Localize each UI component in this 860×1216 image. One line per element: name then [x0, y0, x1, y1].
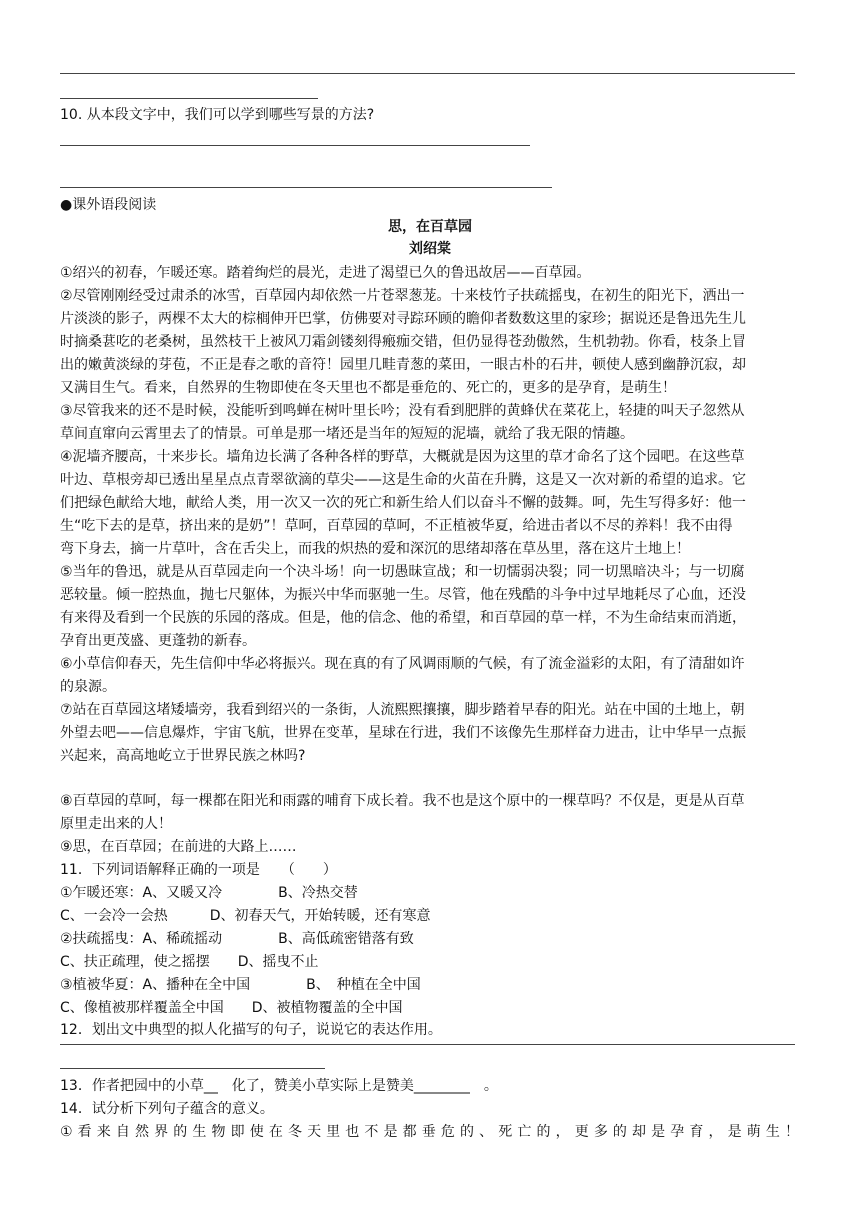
paragraph-7 [60, 699, 800, 768]
text-line: ①看来自然界的生物即使在冬天里也不是都垂危的、死亡的，更多的却是孕育，是萌生！ [60, 1124, 800, 1140]
section-heading: ●课外语段阅读 [60, 197, 157, 213]
answer-line [60, 1068, 325, 1069]
text-line: 们把绿色献给大地，献给人类，用一次又一次的死亡和新生给人们以奋斗不懈的鼓舞。呵，先生写得多好：他一 [60, 495, 746, 511]
paragraph-1 [60, 262, 800, 285]
article-author: 刘绍棠 [409, 241, 451, 257]
text-line: 弯下身去，摘一片草叶，含在舌尖上，而我的炽热的爱和深沉的思绪却落在草丛里，落在这片土地上！ [60, 541, 690, 557]
paragraph-4 [60, 446, 800, 561]
text-line: ⑦站在百草园这堵矮墙旁，我看到绍兴的一条街，人流熙熙攘攘，脚步踏着早春的阳光。站在中国的土地上，朝 [60, 702, 745, 718]
text-line: 生“吃下去的是草，挤出来的是奶”！草呵，百草园的草呵，不正植被华夏，给进击者以不尽的养料！我不由得 [60, 518, 733, 534]
answer-line [60, 187, 552, 188]
text-line: ③尽管我来的还不是时候，没能听到鸣蝉在树叶里长吟；没有看到肥胖的黄蜂伏在菜花上，轻捷的叫天子忽然从 [60, 403, 745, 419]
option-line: ①乍暖还寒：A、又暖又冷 B、冷热交替 [60, 885, 358, 901]
paragraph-9 [60, 836, 800, 859]
option-line: C、扶正疏理，使之摇摆 D、摇曳不止 [60, 954, 319, 970]
option-line: ②扶疏摇曳：A、稀疏摇动 B、高低疏密错落有致 [60, 931, 414, 947]
option-line: ③植被华夏：A、播种在全中国 B、 种植在全中国 [60, 977, 421, 993]
text-line: 孕育出更茂盛、更蓬勃的新春。 [60, 633, 256, 649]
text-line: 片淡淡的影子，两棵不太大的棕榈伸开巴掌，仿佛要对寻踪环顾的瞻仰者数数这里的家珍；据说还是鲁迅先生儿 [60, 311, 746, 327]
question-13: 13．作者把园中的小草__ 化了，赞美小草实际上是赞美________ 。 [60, 1078, 498, 1094]
text-line: 外望去吧——信息爆炸，宇宙飞航，世界在变革，星球在行进，我们不该像先生那样奋力进击，让中华早一点振 [60, 725, 746, 741]
question-14-stem: 14．试分析下列句子蕴含的意义。 [60, 1101, 274, 1117]
text-line: ⑤当年的鲁迅，就是从百草园走向一个决斗场！向一切愚昧宣战；和一切懦弱决裂；同一切黑暗决斗；与一切腐 [60, 564, 745, 580]
answer-line [60, 98, 318, 99]
text-line: 兴起来，高高地屹立于世界民族之林吗? [60, 748, 306, 764]
text-line: 又满目生气。看来，自然界的生物即使在冬天里也不都是垂危的、死亡的，更多的是孕育，是萌生！ [60, 380, 676, 396]
text-line: 恶较量。倾一腔热血，抛七尺躯体，为振兴中华而驱驰一生。尽管，他在残酷的斗争中过早地耗尽了心血，还没 [60, 587, 746, 603]
text-line: ④泥墙齐腰高，十来步长。墙角边长满了各种各样的野草，大概就是因为这里的草才命名了这个园吧。在这些草 [60, 449, 745, 465]
text-line: ⑥小草信仰春天，先生信仰中华必将振兴。现在真的有了风调雨顺的气候，有了流金溢彩的太阳，有了清甜如许 [60, 656, 745, 672]
paragraph-2 [60, 285, 800, 400]
answer-line [60, 73, 795, 74]
text-line: ②尽管刚刚经受过肃杀的冰雪，百草园内却依然一片苍翠葱茏。十来枝竹子扶疏摇曳，在初生的阳光下，洒出一 [60, 288, 745, 304]
question-11 [60, 859, 800, 1020]
text-line: 叶边、草根旁却已透出星星点点青翠欲滴的草尖——这是生命的火苗在升腾，这是又一次对新的希望的追求。它 [60, 472, 746, 488]
text-line: ⑧百草园的草呵，每一棵都在阳光和雨露的哺育下成长着。我不也是这个原中的一棵草吗？不仅是，更是从百草 [60, 793, 745, 809]
text-line: 的泉源。 [60, 679, 116, 695]
question-10: 10. 从本段文字中，我们可以学到哪些写景的方法? [60, 107, 375, 123]
text-line: 时摘桑葚吃的老桑树，虽然枝干上被风刀霜剑镂刻得瘢痂交错，但仍显得苍劲傲然，生机勃勃。你看，枝条上冒 [60, 334, 746, 350]
paragraph-3 [60, 400, 800, 446]
question-14-item-1 [60, 1121, 800, 1144]
question-12: 12．划出文中典型的拟人化描写的句子，说说它的表达作用。 [60, 1022, 442, 1038]
answer-line [60, 145, 530, 146]
paragraph-6 [60, 653, 800, 699]
option-line: C、像植被那样覆盖全中国 D、被植物覆盖的全中国 [60, 1000, 403, 1016]
text-line: 原里走出来的人！ [60, 816, 172, 832]
answer-line [60, 1044, 795, 1045]
text-line: ⑨思，在百草园；在前进的大路上…… [60, 839, 297, 855]
text-line: ①绍兴的初春，乍暖还寒。踏着绚烂的晨光，走进了渴望已久的鲁迅故居——百草园。 [60, 265, 591, 281]
paragraph-8 [60, 790, 800, 836]
paragraph-5 [60, 561, 800, 653]
question-stem: 11．下列词语解释正确的一项是 （ ） [60, 862, 337, 878]
text-line: 出的嫩黄淡绿的芽苞，不正是春之歌的音符！园里几畦青葱的菜田，一眼古朴的石井，顿使人感到幽静沉寂，却 [60, 357, 746, 373]
article-title: 思，在百草园 [388, 219, 472, 235]
text-line: 有来得及看到一个民族的乐园的落成。但是，他的信念、他的希望，和百草园的草一样，不为生命结束而消逝， [60, 610, 746, 626]
text-line: 草间直窜向云霄里去了的情景。可单是那一堵还是当年的短短的泥墙，就给了我无限的情趣。 [60, 426, 634, 442]
option-line: C、一会冷一会热 D、初春天气，开始转暖，还有寒意 [60, 908, 431, 924]
